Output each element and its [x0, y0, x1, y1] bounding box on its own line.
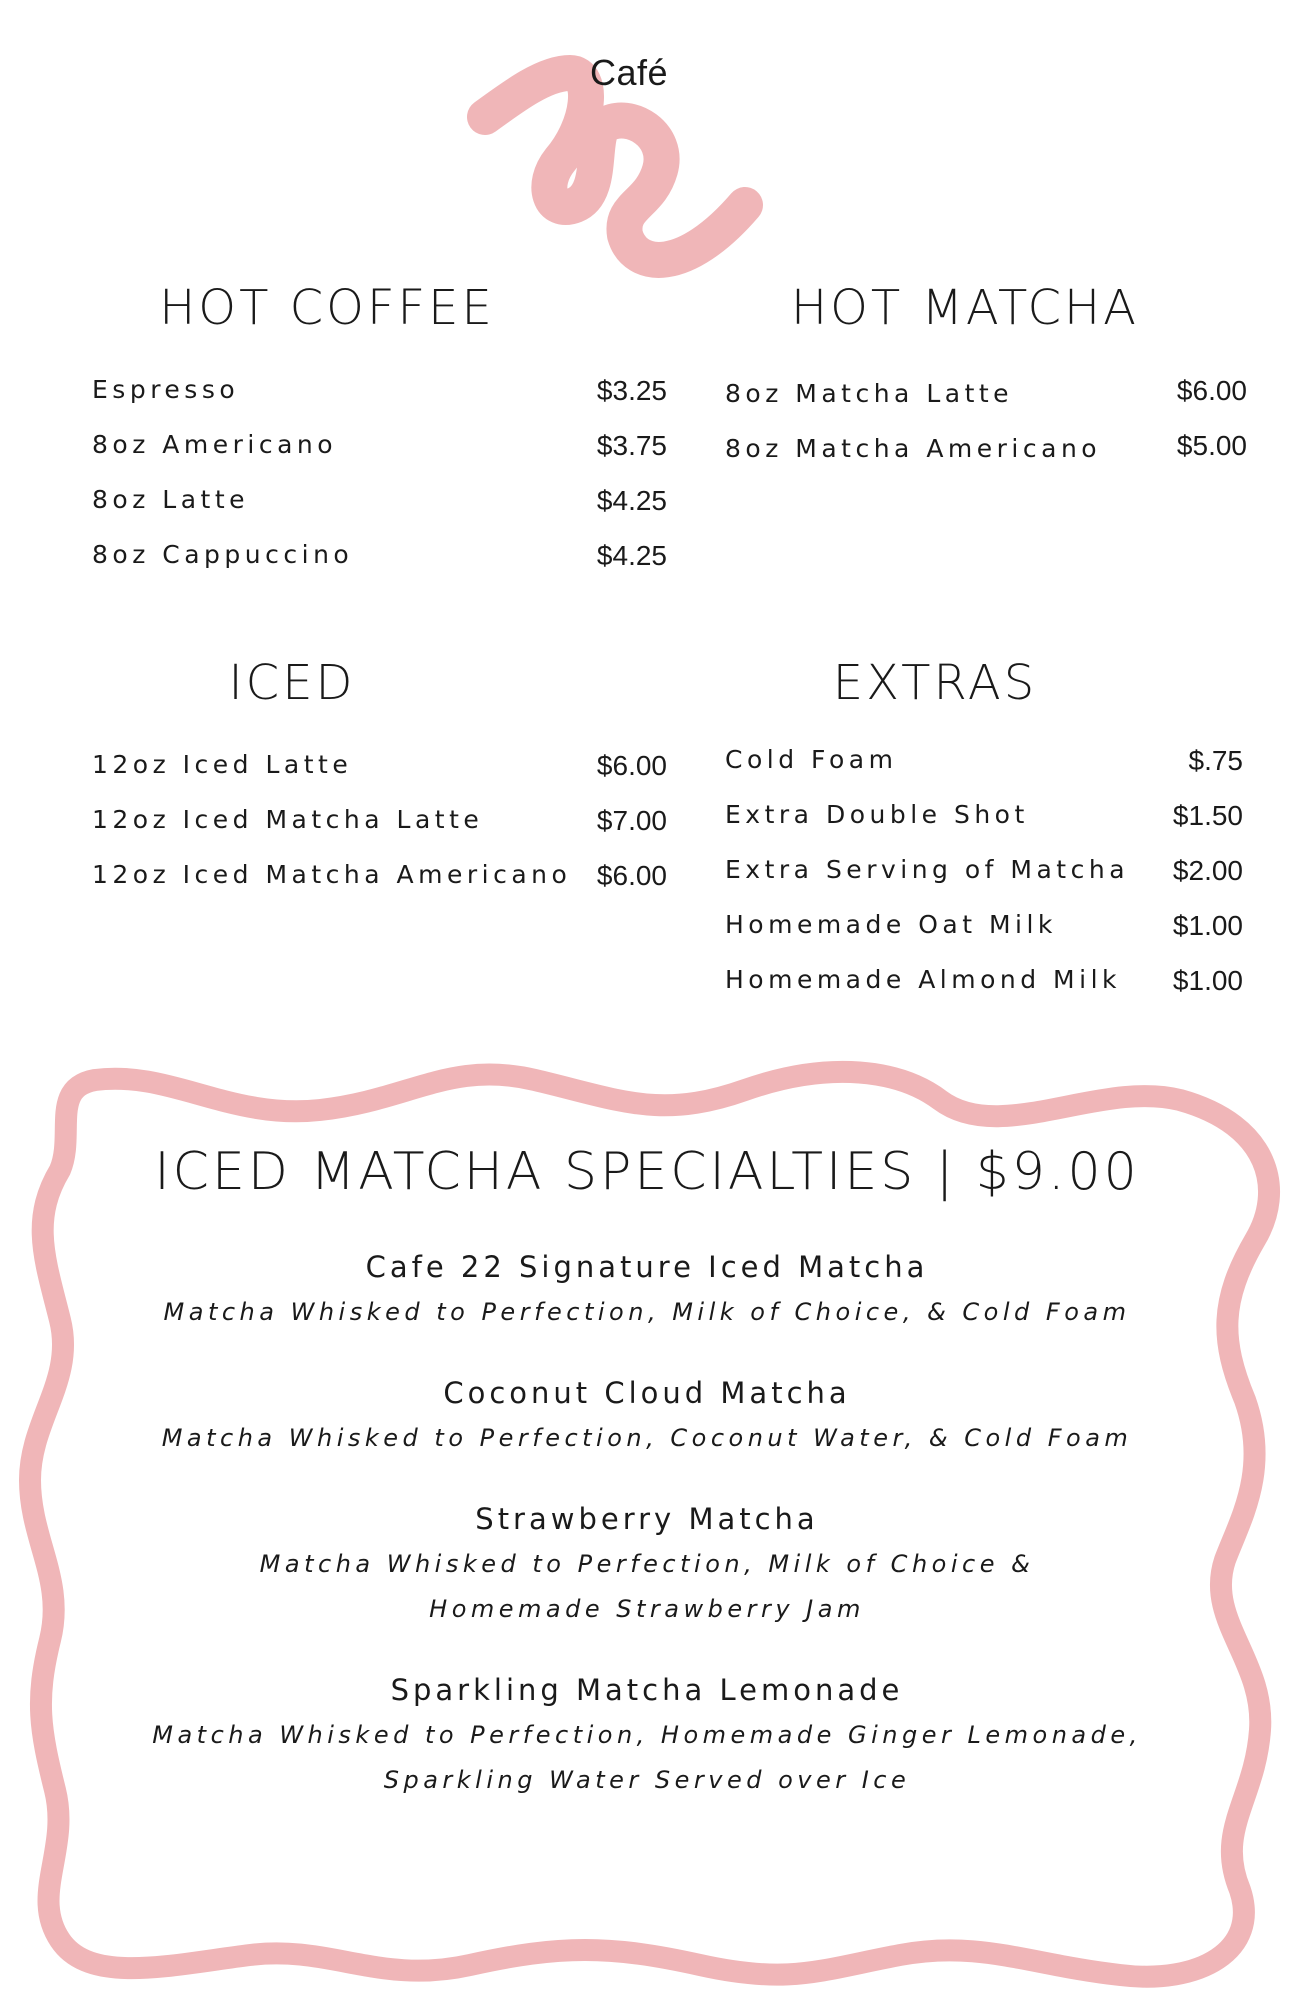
item-price: $3.75	[596, 430, 667, 461]
item-name: 8oz Americano	[92, 430, 338, 459]
specialty-item	[0, 1371, 1294, 1461]
specialty-item	[0, 1668, 1294, 1803]
item-price: $4.25	[596, 485, 667, 516]
specialties-list	[0, 1245, 1294, 1839]
specialty-description: Matcha Whisked to Perfection, Milk of Choice & Homemade Strawberry Jam	[259, 1550, 1035, 1623]
item-name: Homemade Oat Milk	[725, 910, 1057, 939]
menu-item	[725, 375, 1247, 430]
item-price: $5.00	[1176, 430, 1247, 461]
item-name: 12oz Iced Latte	[92, 750, 353, 779]
menu-item	[92, 430, 667, 485]
specialty-name: Sparkling Matcha Lemonade	[390, 1673, 904, 1707]
iced-list	[92, 750, 667, 915]
menu-item	[725, 745, 1243, 800]
hot-coffee-list	[92, 375, 667, 595]
item-price: $2.00	[1172, 855, 1243, 886]
item-price: $.75	[1188, 745, 1243, 776]
menu-item	[725, 965, 1243, 1020]
menu-item	[92, 485, 667, 540]
item-price: $4.25	[596, 540, 667, 571]
menu-item	[92, 540, 667, 595]
item-price: $1.00	[1172, 965, 1243, 996]
item-price: $3.25	[596, 375, 667, 406]
specialty-description: Matcha Whisked to Perfection, Homemade Ginger Lemonade, Sparkling Water Served over Ice	[152, 1721, 1142, 1794]
item-name: 12oz Iced Matcha Americano	[92, 860, 572, 889]
menu-item	[725, 910, 1243, 965]
hot-matcha-list	[725, 375, 1247, 485]
specialty-description: Matcha Whisked to Perfection, Milk of Choice, & Cold Foam	[163, 1298, 1131, 1326]
item-price: $6.00	[596, 860, 667, 891]
item-name: 8oz Cappuccino	[92, 540, 354, 569]
menu-item	[92, 805, 667, 860]
specialty-name: Coconut Cloud Matcha	[443, 1376, 851, 1410]
item-name: Espresso	[92, 375, 240, 404]
item-name: 8oz Matcha Latte	[725, 379, 1014, 408]
item-price: $7.00	[596, 805, 667, 836]
item-name: Extra Serving of Matcha	[725, 855, 1130, 884]
specialty-item	[0, 1245, 1294, 1335]
item-price: $6.00	[596, 750, 667, 781]
specialty-name: Strawberry Matcha	[475, 1502, 819, 1536]
specialty-name: Cafe 22 Signature Iced Matcha	[365, 1250, 929, 1284]
item-name: 12oz Iced Matcha Latte	[92, 805, 484, 834]
specialty-description: Matcha Whisked to Perfection, Coconut Water, & Cold Foam	[161, 1424, 1133, 1452]
menu-item	[725, 430, 1247, 485]
item-name: Cold Foam	[725, 745, 898, 774]
menu-item	[92, 375, 667, 430]
item-name: Homemade Almond Milk	[725, 965, 1121, 994]
menu-item	[92, 750, 667, 805]
item-name: Extra Double Shot	[725, 800, 1029, 829]
menu-item	[725, 800, 1243, 855]
section-title-hot-matcha: HOT MATCHA	[791, 280, 1139, 336]
section-title-hot-coffee: HOT COFFEE	[159, 280, 495, 336]
item-name: 8oz Matcha Americano	[725, 434, 1102, 463]
section-title-extras: EXTRAS	[832, 655, 1038, 711]
specialty-item	[0, 1497, 1294, 1632]
item-price: $1.50	[1172, 800, 1243, 831]
menu-item	[725, 855, 1243, 910]
logo-text: Café	[590, 52, 669, 93]
specialties-title: ICED MATCHA SPECIALTIES | $9.00	[154, 1142, 1140, 1202]
menu-item	[92, 860, 667, 915]
item-price: $6.00	[1176, 375, 1247, 406]
section-title-iced: ICED	[228, 655, 356, 711]
item-price: $1.00	[1172, 910, 1243, 941]
extras-list	[725, 745, 1243, 1020]
item-name: 8oz Latte	[92, 485, 250, 514]
